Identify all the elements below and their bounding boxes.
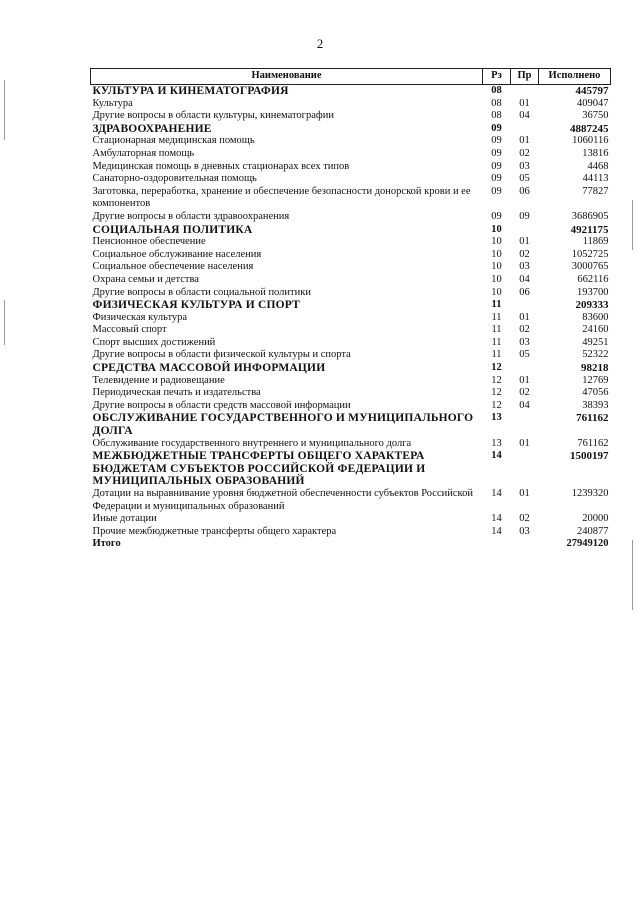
scan-mark-right-lower bbox=[632, 540, 633, 610]
table-body bbox=[91, 85, 611, 551]
row-value: 20000 bbox=[582, 513, 609, 525]
row-rz: 09 bbox=[491, 135, 502, 147]
header-value: Исполнено bbox=[539, 69, 611, 85]
row-pr: 04 bbox=[519, 273, 530, 285]
table-row bbox=[91, 173, 611, 186]
row-value: 3686905 bbox=[571, 210, 609, 222]
row-pr bbox=[511, 123, 539, 136]
row-pr: 02 bbox=[519, 513, 530, 525]
row-value: 662116 bbox=[577, 273, 609, 285]
row-name: Медицинская помощь в дневных стационарах всех типов bbox=[92, 160, 350, 172]
row-pr: 03 bbox=[519, 160, 530, 172]
row-pr bbox=[511, 412, 539, 437]
table-header bbox=[91, 69, 611, 85]
row-name: Другие вопросы в области здравоохранения bbox=[92, 210, 290, 222]
row-rz: 09 bbox=[491, 173, 502, 185]
row-name: Охрана семьи и детства bbox=[92, 273, 199, 285]
row-name: Заготовка, переработка, хранение и обеспечение безопасности донорской крови и ее компонентов bbox=[92, 185, 471, 210]
row-pr: 03 bbox=[519, 336, 530, 348]
row-rz: 14 bbox=[491, 488, 502, 499]
table-row bbox=[91, 211, 611, 224]
row-rz: 14 bbox=[491, 525, 502, 537]
row-value: 49251 bbox=[582, 336, 609, 348]
row-value: 44113 bbox=[582, 173, 609, 185]
table-row bbox=[91, 349, 611, 362]
row-rz: 12 bbox=[491, 362, 502, 374]
row-rz: 11 bbox=[491, 311, 502, 323]
row-rz: 10 bbox=[491, 273, 502, 285]
row-rz: 12 bbox=[491, 387, 502, 399]
row-pr: 04 bbox=[519, 110, 530, 122]
table-row bbox=[91, 337, 611, 350]
row-rz: 14 bbox=[491, 450, 502, 462]
row-name: СРЕДСТВА МАССОВОЙ ИНФОРМАЦИИ bbox=[92, 362, 326, 375]
row-value: 12769 bbox=[582, 374, 609, 386]
table-row bbox=[91, 110, 611, 123]
table-row bbox=[91, 526, 611, 539]
header-name: Наименование bbox=[91, 69, 483, 85]
row-name: Иные дотации bbox=[92, 513, 157, 525]
row-name: Спорт высших достижений bbox=[92, 336, 216, 348]
row-rz: 11 bbox=[491, 299, 502, 311]
table-row bbox=[91, 438, 611, 451]
row-rz: 13 bbox=[491, 412, 502, 424]
row-pr bbox=[511, 538, 539, 551]
table-row bbox=[91, 274, 611, 287]
table-row bbox=[91, 513, 611, 526]
row-pr: 01 bbox=[519, 236, 530, 248]
table-row bbox=[91, 148, 611, 161]
row-pr: 01 bbox=[519, 488, 530, 499]
total-row bbox=[91, 538, 611, 551]
section-row bbox=[91, 224, 611, 237]
row-value: 1239320 bbox=[571, 488, 609, 499]
section-row bbox=[91, 450, 611, 488]
row-value: 83600 bbox=[582, 311, 609, 323]
row-rz: 09 bbox=[491, 160, 502, 172]
row-value: 13816 bbox=[582, 147, 609, 159]
row-rz: 09 bbox=[491, 185, 502, 197]
row-pr: 02 bbox=[519, 147, 530, 159]
row-name: Итого bbox=[92, 538, 121, 550]
row-name: Прочие межбюджетные трансферты общего характера bbox=[92, 525, 337, 537]
row-pr bbox=[511, 299, 539, 312]
row-pr: 06 bbox=[519, 185, 530, 197]
section-row bbox=[91, 412, 611, 437]
row-rz: 09 bbox=[491, 122, 502, 134]
header-pr: Пр bbox=[511, 69, 539, 85]
row-rz: 13 bbox=[491, 437, 502, 449]
table-row bbox=[91, 312, 611, 325]
row-value: 36750 bbox=[582, 110, 609, 122]
row-name: ЗДРАВООХРАНЕНИЕ bbox=[92, 122, 212, 135]
row-value: 1500197 bbox=[570, 450, 609, 463]
row-value: 27949120 bbox=[566, 538, 609, 550]
row-value: 77827 bbox=[582, 185, 609, 197]
row-pr: 01 bbox=[519, 437, 530, 449]
row-value: 193700 bbox=[577, 286, 609, 298]
row-pr: 03 bbox=[519, 261, 530, 273]
row-pr: 04 bbox=[519, 399, 530, 411]
row-rz: 10 bbox=[491, 261, 502, 273]
row-rz: 08 bbox=[491, 97, 502, 109]
row-pr: 03 bbox=[519, 525, 530, 537]
row-pr: 01 bbox=[519, 374, 530, 386]
table-row bbox=[91, 324, 611, 337]
row-name: Массовый спорт bbox=[92, 324, 167, 336]
row-name: Пенсионное обеспечение bbox=[92, 236, 206, 248]
row-pr: 01 bbox=[519, 97, 530, 109]
table-row bbox=[91, 161, 611, 174]
row-name: СОЦИАЛЬНАЯ ПОЛИТИКА bbox=[92, 223, 253, 236]
table-row bbox=[91, 135, 611, 148]
budget-table bbox=[90, 68, 611, 551]
row-rz: 14 bbox=[491, 513, 502, 525]
header-rz: Рз bbox=[483, 69, 511, 85]
row-pr bbox=[511, 224, 539, 237]
table-row bbox=[91, 400, 611, 413]
row-name: Социальное обслуживание населения bbox=[92, 248, 262, 260]
row-value: 47056 bbox=[582, 387, 609, 399]
table-row bbox=[91, 98, 611, 111]
row-value: 445797 bbox=[539, 85, 611, 98]
row-pr: 01 bbox=[519, 135, 530, 147]
page-number: 2 bbox=[316, 36, 324, 51]
row-pr: 05 bbox=[519, 173, 530, 185]
row-rz: 11 bbox=[491, 336, 502, 348]
row-rz bbox=[483, 538, 511, 551]
row-name: КУЛЬТУРА И КИНЕМАТОГРАФИЯ bbox=[91, 85, 483, 98]
table-row bbox=[91, 261, 611, 274]
table-row bbox=[91, 488, 611, 513]
row-name: Социальное обеспечение населения bbox=[92, 261, 254, 273]
row-name: Другие вопросы в области культуры, кинематографии bbox=[92, 110, 334, 122]
row-rz: 11 bbox=[491, 349, 502, 361]
table-row bbox=[91, 249, 611, 262]
table-row bbox=[91, 375, 611, 388]
row-name: Другие вопросы в области социальной политики bbox=[92, 286, 311, 298]
row-pr bbox=[511, 362, 539, 375]
row-name: Дотации на выравнивание уровня бюджетной обеспеченности субъектов Российской Федерации и муниципальных образований bbox=[92, 488, 473, 512]
row-name: ФИЗИЧЕСКАЯ КУЛЬТУРА И СПОРТ bbox=[92, 299, 301, 312]
row-pr: 02 bbox=[519, 324, 530, 336]
row-name: Амбулаторная помощь bbox=[92, 147, 195, 159]
row-name: Другие вопросы в области средств массовой информации bbox=[92, 399, 351, 411]
section-row bbox=[91, 362, 611, 375]
row-value: 761162 bbox=[576, 412, 609, 425]
table-row bbox=[91, 236, 611, 249]
scan-mark-left-lower bbox=[4, 300, 5, 345]
section-row bbox=[91, 85, 611, 98]
section-row bbox=[91, 299, 611, 312]
row-value: 38393 bbox=[582, 399, 609, 411]
row-name: ОБСЛУЖИВАНИЕ ГОСУДАРСТВЕННОГО И МУНИЦИПАЛЬНОГО ДОЛГА bbox=[92, 412, 474, 438]
row-rz: 09 bbox=[491, 147, 502, 159]
row-name: Санаторно-оздоровительная помощь bbox=[92, 173, 257, 185]
table-row bbox=[91, 387, 611, 400]
row-value: 24160 bbox=[582, 324, 609, 336]
row-pr: 02 bbox=[519, 387, 530, 399]
row-pr: 09 bbox=[519, 210, 530, 222]
header-row bbox=[91, 69, 611, 85]
row-rz: 10 bbox=[491, 248, 502, 260]
scan-mark-right bbox=[632, 200, 633, 250]
row-name: Периодическая печать и издательства bbox=[92, 387, 261, 399]
row-value: 3000765 bbox=[571, 261, 609, 273]
row-rz: 08 bbox=[483, 85, 511, 98]
row-name: Обслуживание государственного внутреннего и муниципального долга bbox=[92, 437, 412, 449]
row-pr: 05 bbox=[519, 349, 530, 361]
row-value: 1060116 bbox=[572, 135, 609, 147]
row-name: Стационарная медицинская помощь bbox=[92, 135, 255, 147]
row-value: 52322 bbox=[582, 349, 609, 361]
row-value: 4887245 bbox=[570, 122, 609, 135]
row-value: 1052725 bbox=[571, 248, 609, 260]
row-name: Культура bbox=[92, 97, 133, 109]
row-rz: 09 bbox=[491, 210, 502, 222]
row-rz: 10 bbox=[491, 286, 502, 298]
table-row bbox=[91, 186, 611, 211]
row-rz: 11 bbox=[491, 324, 502, 336]
row-name: Телевидение и радиовещание bbox=[92, 374, 225, 386]
row-value: 98218 bbox=[581, 362, 609, 375]
row-rz: 08 bbox=[491, 110, 502, 122]
row-pr: 06 bbox=[519, 286, 530, 298]
row-rz: 12 bbox=[491, 399, 502, 411]
row-value: 4468 bbox=[587, 160, 609, 172]
row-value: 761162 bbox=[577, 437, 609, 449]
row-name: Физическая культура bbox=[92, 311, 188, 323]
row-pr bbox=[511, 450, 539, 488]
section-row bbox=[91, 123, 611, 136]
row-value: 240877 bbox=[577, 525, 609, 537]
row-value: 409047 bbox=[577, 97, 609, 109]
row-name: МЕЖБЮДЖЕТНЫЕ ТРАНСФЕРТЫ ОБЩЕГО ХАРАКТЕРА БЮДЖЕТАМ СУБЪЕКТОВ РОССИЙСКОЙ ФЕДЕРАЦИИ И МУНИЦИПАЛЬНЫХ ОБРАЗОВАНИЙ bbox=[92, 450, 426, 488]
row-pr: 01 bbox=[519, 311, 530, 323]
row-name: Другие вопросы в области физической культуры и спорта bbox=[92, 349, 351, 361]
table-row bbox=[91, 287, 611, 300]
row-value: 209333 bbox=[575, 299, 609, 312]
row-value: 11869 bbox=[582, 236, 609, 248]
row-rz: 12 bbox=[491, 374, 502, 386]
row-pr: 02 bbox=[519, 248, 530, 260]
row-value: 4921175 bbox=[570, 223, 609, 236]
scan-mark-left bbox=[4, 80, 5, 140]
row-pr bbox=[511, 85, 539, 98]
row-rz: 10 bbox=[491, 236, 502, 248]
row-rz: 10 bbox=[491, 223, 502, 235]
